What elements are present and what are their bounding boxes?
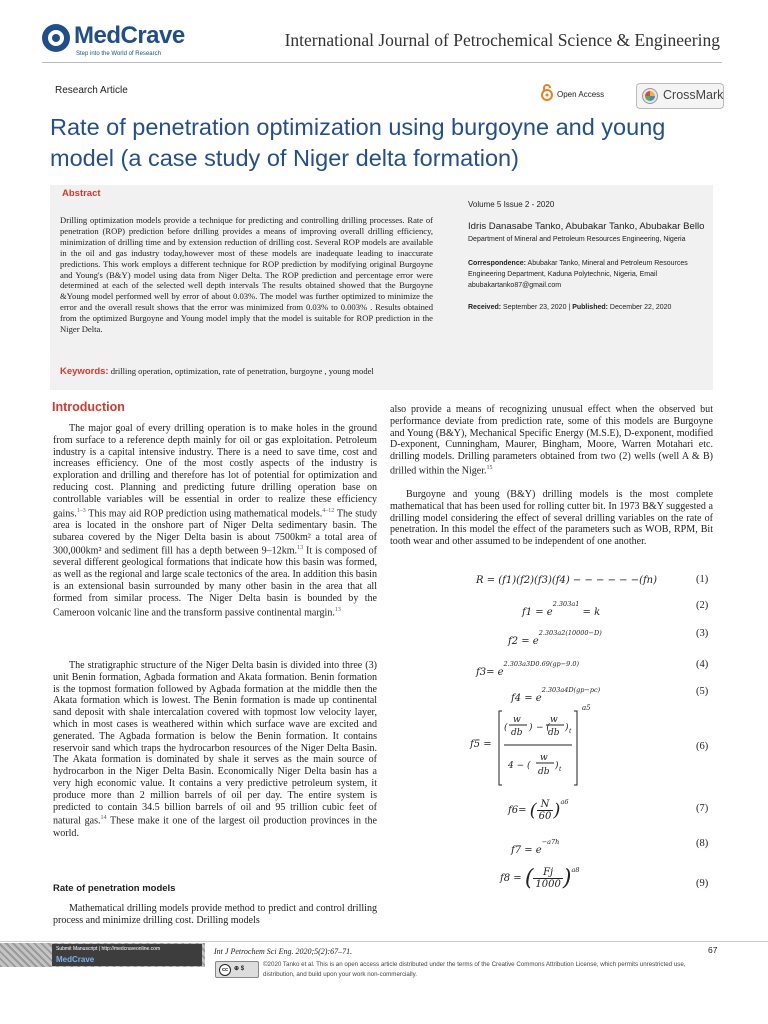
svg-text:): ) (555, 761, 559, 771)
right-p1-text: also provide a means of recognizing unusual effect when the observed but performance deviate from prediction rate, some of this models are Burgoyne and Young (B&Y), Mechanical Specific Energy (M.S.E), D-exponent, modified D-exponent, Cunningham, Maurer, Bingham, Moore, Warren Motahari etc. drilling models. Drilling parameters obtained from two (2) wells (well A & B) drilled within the Niger. (390, 404, 713, 477)
right-paragraph-2 (390, 489, 713, 548)
intro-p1-text-b: This may aid ROP prediction using mathematical models. (85, 507, 323, 519)
equation-number: (5) (696, 686, 709, 697)
correspondence-text: Abubakar Tanko, Mineral and Petroleum Resources Engineering Department, Kaduna Polytechnic, Nigeria, Email abubakartanko87@gmail.com (468, 260, 688, 289)
citation-ref[interactable]: 4–12 (322, 507, 335, 514)
footer-logo: MedCrave (56, 955, 95, 964)
svg-text:w: w (513, 715, 521, 725)
introduction-heading: Introduction (52, 400, 125, 414)
citation-line: Int J Petrochem Sci Eng. 2020;5(2):67–71. (214, 947, 353, 956)
submit-manuscript-link[interactable]: Submit Manuscript | http://medcraveonline.com (56, 946, 161, 952)
crossmark-label: CrossMark (663, 88, 724, 102)
by-nc-icon: ⊕ $ (234, 966, 245, 972)
svg-text:): ) (529, 723, 533, 733)
received-label: Received: (468, 304, 502, 311)
abstract-text: Drilling optimization models provide a technique for predicting and controlling drilling processes. Rate of penetration (ROP) prediction before drilling provides a means of improving overall drilling efficiency, minimization of drilling time and by extension reduction of drilling cost. Several ROP models are available in the oil and gas industry today,however most of these models are inadequate leading to inaccurate predictions. This work employs a different technique for ROP prediction by modifying original Burgoyne and Young's (B&Y) model using data from Niger Delta. The ROP prediction and percentage error were determined at each of the selected well depth intervals The results obtained showed that the Burgoyne &Young model performed well by error of about 0.03%. The model was further optimized to minimize the error and the overall result shows that the error was minimized from 0.03% to 0.003% . Results obtained from the optimized Burgoyne and Young model imply that the model is suitable for ROP prediction in the Niger Delta. (60, 215, 433, 335)
eq7-numerator: N (537, 799, 554, 811)
svg-text:− (: − ( (536, 723, 550, 733)
svg-text:w: w (550, 715, 558, 725)
published-date: December 22, 2020 (609, 304, 672, 311)
equation-7: f6= ( $\frac{N}{60}$ )$^{a6}$ (508, 798, 569, 822)
intro-p1-text-c: The study area is located in the onshore part of Niger Delta sedimentary basin. The subarea covered by the Niger Delta basin is about 7500km² a total area of 300,000km² and sediment fill has a depth between 9–12km. (53, 507, 378, 557)
keywords-label: Keywords: (60, 366, 109, 377)
eq5-exponent: 2.303a4D(gp−pc) (541, 686, 601, 694)
keywords-list: drilling operation, optimization, rate of penetration, burgoyne , young model (110, 366, 374, 376)
right-paragraph-1 (390, 404, 713, 477)
open-access-label: Open Access (557, 90, 605, 99)
intro-p2-text-b: These make it one of the largest oil production provinces in the world. (53, 815, 377, 839)
equation-1: R = (f1)(f2)(f3)(f4) − − − − − −(fn) (476, 575, 658, 586)
page-number: 67 (708, 945, 718, 955)
equation-number: (3) (696, 628, 709, 639)
equation-6-lhs: f5 = (470, 739, 492, 750)
volume-issue: Volume 5 Issue 2 - 2020 (468, 200, 555, 209)
rate-models-paragraph (53, 903, 377, 927)
citation-ref[interactable]: 15 (486, 464, 493, 471)
equation-number: (8) (696, 838, 709, 849)
eq9-exponent: a8 (571, 866, 580, 874)
received-date: September 23, 2020 | (503, 304, 571, 311)
equation-number: (9) (696, 878, 709, 889)
eq7-denominator: 60 (538, 811, 552, 822)
crossmark-icon (642, 88, 658, 104)
svg-text:db: db (511, 728, 523, 738)
eq2-rhs: = k (579, 607, 601, 618)
equation-8 (511, 838, 559, 856)
equation-5 (511, 686, 600, 704)
keywords-line (60, 366, 460, 377)
abstract-panel (50, 185, 713, 390)
eq7-exponent: a6 (560, 798, 569, 806)
dates (468, 302, 708, 313)
cc-icon: cc (219, 964, 231, 976)
eq8-base: f7 = e (511, 845, 542, 856)
published-label: Published: (572, 304, 608, 311)
eq4-exponent: 2.303a3D0.69(gp−9.0) (503, 660, 580, 668)
equation-number: (6) (696, 741, 709, 752)
svg-text:t: t (569, 728, 572, 735)
citation-ref[interactable]: 13 (297, 545, 304, 552)
equation-number: (7) (696, 803, 709, 814)
intro-p2-text: The stratigraphic structure of the Niger Delta basin is divided into three (3) unit Benin formation, Agbada formation and Akata formation. Benin formation is the topmost formation followed by Agbada formation at the middle then the Akata formation which is lowest. The Benin formation is made up continental sand deposit with shale intercalation covered with topmost low velocity layer, which in most cases is weathered within which surface wave are excited and generated. The Agbada formation is below the Benin formation. It contains reservoir sand which traps the hydrocarbon resources of the Niger Delta Basin. The Akata formation is dominated by shale it serves as the main source of hydrocarbon in the Niger Delta Basin. Economically Niger Delta basin has a very high economic value. It contains a very predictive petroleum system, it produce more than 2 million barrels of oil per day. The entire system is predicted to contain 34.5 billion barrels of oil and 95 trillion cubic feet of natural gas. (53, 660, 377, 827)
svg-text:): ) (565, 723, 569, 733)
equation-9: f8 = ( $\frac{Fj}{1000}$ )$^{a8}$ (500, 866, 580, 891)
intro-p1-text: The major goal of every drilling operation is to make holes in the ground from surface to a reference depth mainly for oil or gas exploitation. Petroleum industry is a capital intensive industry. There is a need to save time, cost and increases efficiency. One of the most costly aspects of the industry is exploration and drilling and therefore has lot of potential for optimization and reducing cost. Planning and predicting future drilling operation base on controllable variables will be essential in order to realize these efficiency gains. (53, 423, 377, 519)
right-p2-text: Burgoyne and young (B&Y) drilling models is the most complete mathematical that has been used for rolling cutter bit. In 1973 B&Y suggested a drilling model considering the effect of several drilling variables on the rate of penetration. In this model the effect of the parameters such as WOB, RPM, Bit tooth wear and other assumed to be independent of one another. (390, 489, 713, 548)
article-meta (468, 200, 708, 313)
article-type: Research Article (55, 85, 128, 96)
affiliation: Department of Mineral and Petroleum Resources Engineering, Nigeria (468, 236, 686, 243)
cc-license-badge[interactable] (215, 961, 259, 978)
svg-text:w: w (540, 753, 548, 763)
eq5-base: f4 = e (511, 693, 542, 704)
citation-ref[interactable]: 14 (100, 815, 107, 822)
equation-6-exponent: a5 (582, 704, 591, 712)
author-list: Idris Danasabe Tanko, Abubakar Tanko, Abubakar Bello (468, 221, 705, 232)
license-text: ©2020 Tanko et al. This is an open access article distributed under the terms of the Creative Commons Attribution License, which permits unrestricted use, distribution, and build upon your work non-commercially. (263, 961, 686, 978)
eq3-base: f2 = e (508, 636, 539, 647)
open-access-icon (540, 83, 554, 101)
eq2-base: f1 = e (522, 607, 553, 618)
eq7-lhs: f6= (508, 805, 527, 816)
eq3-exponent: 2.303a2(10000−D) (538, 629, 602, 637)
citation-ref[interactable]: 13 (334, 606, 341, 613)
svg-text:db: db (548, 728, 560, 738)
svg-text:(: ( (504, 723, 508, 733)
equation-number: (1) (696, 574, 709, 585)
correspondence (468, 258, 708, 291)
eq4-base: f3= e (476, 667, 504, 678)
brand-tagline: Step into the World of Research (76, 51, 161, 57)
abstract-heading: Abstract (62, 188, 101, 199)
intro-paragraph-1 (53, 423, 377, 619)
equation-number: (4) (696, 659, 709, 670)
eq9-lhs: f8 = (500, 873, 522, 884)
article-title: Rate of penetration optimization using burgoyne and young model (a case study of Niger delta formation) (50, 114, 666, 171)
equation-3 (508, 629, 602, 647)
equation-2 (522, 600, 600, 618)
intro-paragraph-2 (53, 660, 377, 839)
medcrave-logo-icon (42, 24, 70, 52)
crossmark-button[interactable] (636, 83, 724, 109)
journal-name: International Journal of Petrochemical Science & Engineering (284, 30, 720, 50)
svg-text:t: t (559, 766, 562, 773)
rate-models-heading: Rate of penetration models (53, 883, 176, 894)
equation-number: (2) (696, 600, 709, 611)
header-divider (42, 62, 722, 63)
correspondence-label: Correspondence: (468, 260, 526, 267)
rate-models-text: Mathematical drilling models provide method to predict and control drilling process and minimize drilling cost. Drilling models (53, 903, 377, 926)
submit-manuscript-banner[interactable] (52, 944, 202, 966)
eq9-numerator: Fj (533, 867, 562, 879)
intro-p1-text-d: It is composed of several different geological formations that indicate how this basin was formed, as well as the regional and large scale tectonics of the area. In addition this basin is an extensional basin surrounded by many other basin in the area that all formed from similar process. The Niger Delta basin is bounded by the Cameroon volcanic line and the transform passive continental margin. (53, 545, 377, 618)
svg-text:4 − (: 4 − ( (508, 761, 531, 771)
brand-name: MedCrave (74, 22, 185, 49)
eq2-exponent: 2.303a1 (552, 600, 580, 608)
citation-ref[interactable]: 1–3 (76, 507, 86, 514)
medcrave-logo[interactable] (42, 22, 192, 62)
footer-divider (0, 941, 768, 942)
eq9-denominator: 1000 (535, 879, 561, 890)
eq8-exponent: −a7h (541, 838, 560, 846)
svg-text:db: db (538, 767, 550, 777)
equation-6-matrix (498, 708, 588, 788)
equation-4 (476, 660, 579, 678)
